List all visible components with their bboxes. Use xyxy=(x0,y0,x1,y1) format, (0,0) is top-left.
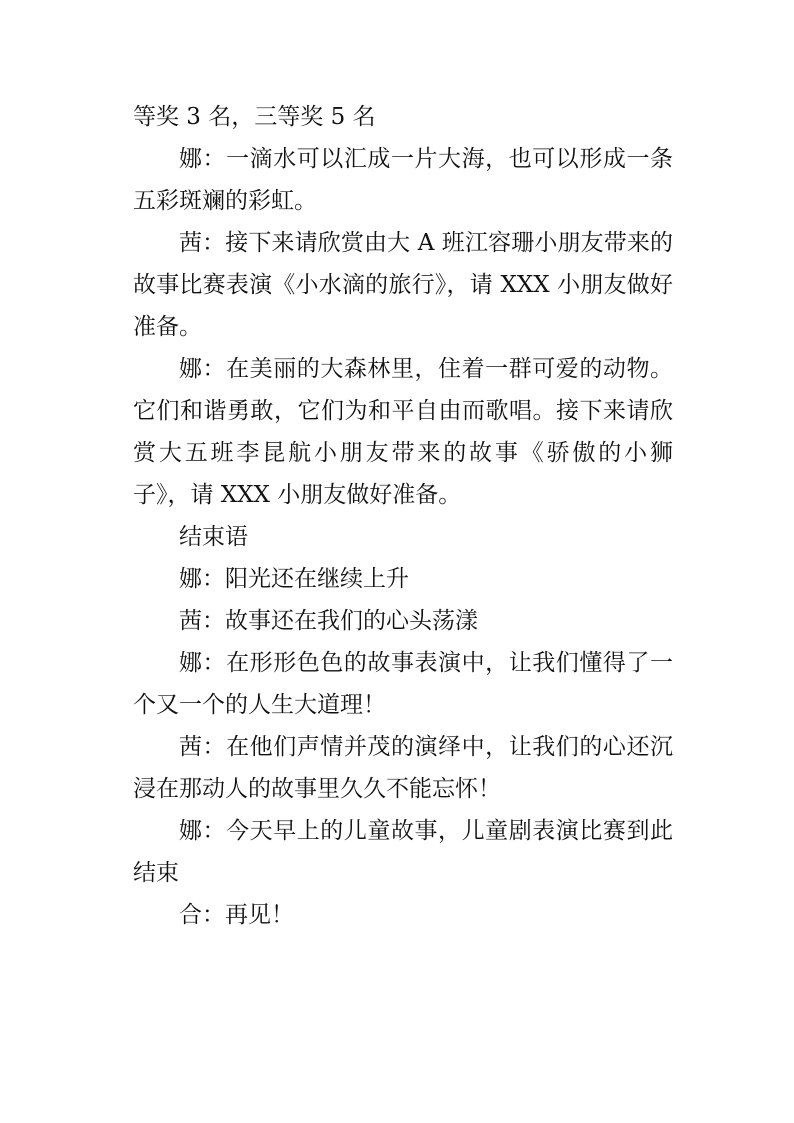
paragraph-na-competition-end: 娜：今天早上的儿童故事，儿童剧表演比赛到此结束 xyxy=(133,818,673,886)
paragraph-qian-story-heart: 茜：故事还在我们的心头荡漾 xyxy=(179,608,478,634)
paragraph-qian-water-drop-story: 茜：接下来请欣赏由大 A 班江容珊小朋友带来的故事比赛表演《小水滴的旅行》，请 XXX 小朋友做好准备。 xyxy=(133,230,673,340)
paragraph-na-sunshine: 娜：阳光还在继续上升 xyxy=(179,566,409,592)
paragraph-na-forest-story: 娜：在美丽的大森林里，住着一群可爱的动物。它们和谐勇敢，它们为和平自由而歌唱。接下来请欣赏大五班李昆航小朋友带来的故事《骄傲的小狮子》，请 XXX 小朋友做好准备。 xyxy=(133,356,673,508)
paragraph-together-goodbye: 合：再见！ xyxy=(179,902,294,928)
paragraph-award-continuation: 等奖 3 名，三等奖 5 名 xyxy=(133,104,376,130)
paragraph-closing-heading: 结束语 xyxy=(179,524,248,550)
paragraph-na-water-drop: 娜：一滴水可以汇成一片大海，也可以形成一条五彩斑斓的彩虹。 xyxy=(133,146,673,214)
paragraph-qian-unforgettable: 茜：在他们声情并茂的演绎中，让我们的心还沉浸在那动人的故事里久久不能忘怀！ xyxy=(133,734,673,802)
paragraph-na-life-lessons: 娜：在形形色色的故事表演中，让我们懂得了一个又一个的人生大道理！ xyxy=(133,650,673,718)
document-body xyxy=(133,96,673,936)
